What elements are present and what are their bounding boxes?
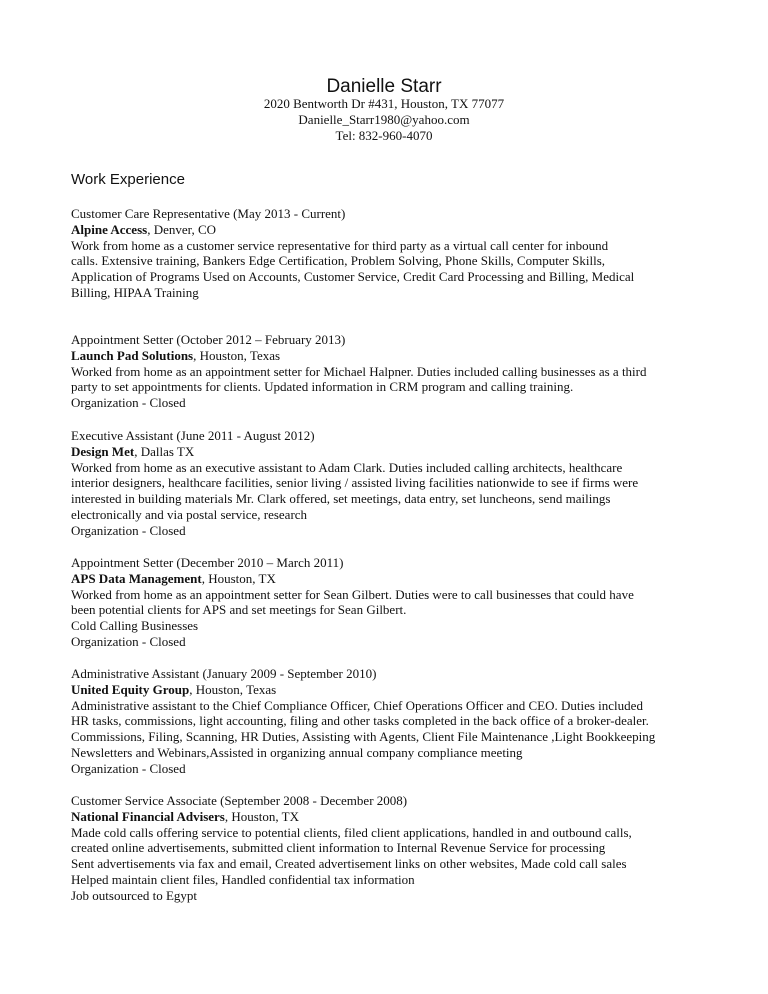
job-entry bbox=[71, 206, 731, 301]
company-name: National Financial Advisers bbox=[71, 808, 225, 824]
company-location: , Dallas TX bbox=[134, 443, 195, 459]
job-employer bbox=[71, 571, 731, 587]
job-title: Customer Care Representative (May 2013 - Current) bbox=[71, 206, 346, 221]
job-description-line: been potential clients for APS and set meetings for Sean Gilbert. bbox=[71, 602, 407, 618]
job-description-line: HR tasks, commissions, light accounting, filing and other tasks completed in the back office of a broker-dealer. bbox=[71, 713, 649, 729]
job-description-line: Administrative assistant to the Chief Compliance Officer, Chief Operations Officer and CEO. Duties included bbox=[71, 697, 643, 713]
job-description-line: Application of Programs Used on Accounts, Customer Service, Credit Card Processing and Billing, Medical bbox=[71, 269, 635, 285]
job-employer bbox=[71, 348, 731, 364]
job-employer bbox=[71, 444, 731, 460]
job-description-line: Worked from home as an appointment setter for Sean Gilbert. Duties were to call businesses that could have bbox=[71, 586, 634, 602]
company-location: , Houston, TX bbox=[201, 570, 276, 586]
company-name: Design Met bbox=[71, 443, 135, 459]
job-description-line: party to set appointments for clients. Updated information in CRM program and calling training. bbox=[71, 379, 574, 395]
candidate-name: Danielle Starr bbox=[326, 76, 442, 97]
job-description-line: interior designers, healthcare facilities, senior living / assisted living facilities nationwide to see if firms were bbox=[71, 475, 639, 491]
company-name: APS Data Management bbox=[71, 570, 202, 586]
job-description-line: Made cold calls offering service to potential clients, filed client applications, handled in and outbound calls, bbox=[71, 824, 632, 840]
job-entry bbox=[71, 555, 731, 650]
job-title: Customer Service Associate (September 2008 - December 2008) bbox=[71, 793, 408, 808]
job-description-line: Organization - Closed bbox=[71, 633, 186, 649]
job-entry bbox=[71, 428, 731, 539]
job-title: Administrative Assistant (January 2009 - September 2010) bbox=[71, 666, 377, 681]
job-title: Appointment Setter (December 2010 – March 2011) bbox=[71, 555, 344, 570]
job-title: Executive Assistant (June 2011 - August 2012) bbox=[71, 428, 315, 443]
job-description-line: Sent advertisements via fax and email, Created advertisement links on other websites, Made cold call sales bbox=[71, 856, 627, 872]
company-location: , Houston, TX bbox=[224, 808, 300, 824]
job-description-line: interested in building materials Mr. Clark offered, set meetings, data entry, set luncheons, send mailings bbox=[71, 491, 611, 507]
job-description-line: Job outsourced to Egypt bbox=[71, 887, 198, 903]
company-location: , Houston, Texas bbox=[193, 347, 281, 363]
job-entry bbox=[71, 666, 731, 777]
company-name: United Equity Group bbox=[71, 681, 190, 697]
job-description-line: Organization - Closed bbox=[71, 760, 186, 776]
job-employer bbox=[71, 809, 731, 825]
job-description-line: Worked from home as an appointment setter for Michael Halpner. Duties included calling businesses as a third bbox=[71, 363, 647, 379]
job-description-line: calls. Extensive training, Bankers Edge Certification, Problem Solving, Phone Skills, Computer Skills, bbox=[71, 253, 606, 269]
job-description-line: Worked from home as an executive assistant to Adam Clark. Duties included calling architects, healthcare bbox=[71, 459, 623, 475]
company-location: , Houston, Texas bbox=[189, 681, 277, 697]
job-description-line: Billing, HIPAA Training bbox=[71, 284, 199, 300]
job-description-line: Helped maintain client files, Handled confidential tax information bbox=[71, 871, 415, 887]
job-description-line: Organization - Closed bbox=[71, 522, 186, 538]
job-description-line: Commissions, Filing, Scanning, HR Duties, Assisting with Agents, Client File Maintenance ,Light Bookkeeping bbox=[71, 729, 656, 745]
phone: Tel: 832-960-4070 bbox=[335, 128, 433, 143]
address: 2020 Bentworth Dr #431, Houston, TX 77077 bbox=[263, 96, 505, 111]
company-location: , Denver, CO bbox=[147, 221, 216, 237]
job-description-line: Newsletters and Webinars,Assisted in organizing annual company compliance meeting bbox=[71, 744, 523, 760]
job-entry bbox=[71, 332, 731, 411]
company-name: Launch Pad Solutions bbox=[71, 347, 194, 363]
job-employer bbox=[71, 682, 731, 698]
job-description-line: created online advertisements, submitted client information to Internal Revenue Service for processing bbox=[71, 840, 606, 856]
company-name: Alpine Access bbox=[71, 221, 148, 237]
job-description-line: electronically and via postal service, research bbox=[71, 506, 308, 522]
job-description-line: Organization - Closed bbox=[71, 395, 186, 411]
job-description-line: Work from home as a customer service representative for third party as a virtual call center for inbound bbox=[71, 237, 609, 253]
job-description-line: Cold Calling Businesses bbox=[71, 618, 199, 634]
job-entry bbox=[71, 793, 731, 904]
section-title-work-experience: Work Experience bbox=[71, 171, 185, 188]
job-employer bbox=[71, 222, 731, 238]
job-title: Appointment Setter (October 2012 – February 2013) bbox=[71, 332, 346, 347]
email: Danielle_Starr1980@yahoo.com bbox=[298, 112, 470, 127]
